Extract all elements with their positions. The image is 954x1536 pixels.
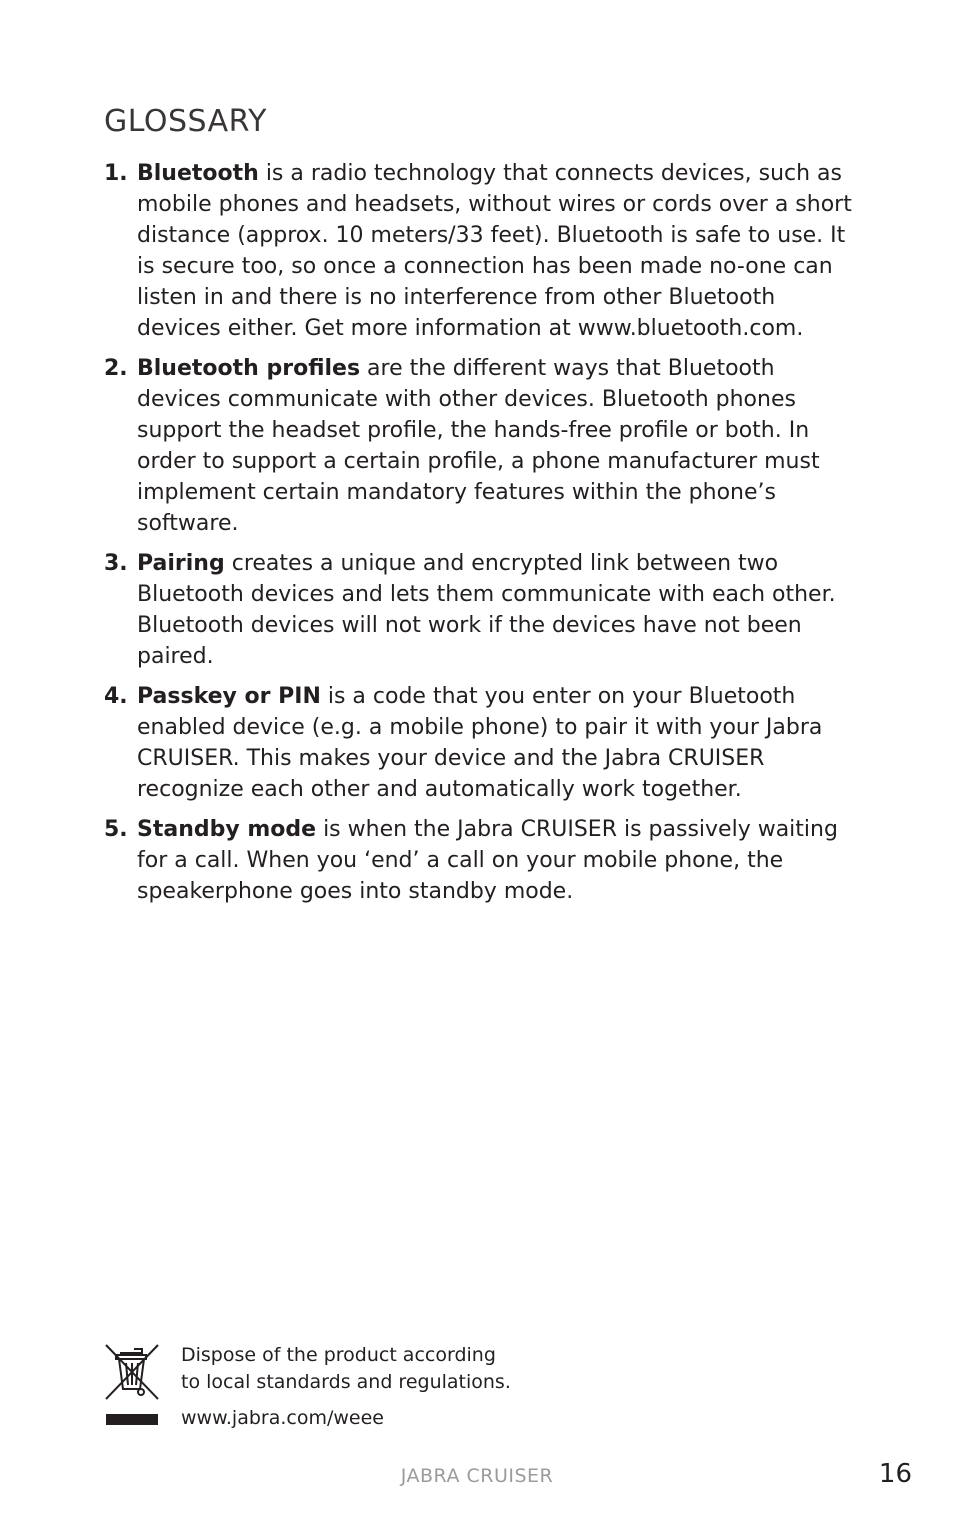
glossary-item bbox=[104, 681, 864, 805]
glossary-term: Bluetooth bbox=[137, 161, 259, 186]
item-number: 4. bbox=[104, 684, 128, 709]
glossary-definition: is when the Jabra CRUISER is passively waiting for a call. When you ‘end’ a call on your mobile phone, the speakerphone goes into standby mode. bbox=[137, 817, 838, 904]
glossary-definition: are the different ways that Bluetooth devices communicate with other devices. Bluetooth phones support the headset profile, the hands-free profile or both. In order to support a certain profile, a phone manufacturer must implement certain mandatory features within the phone’s software. bbox=[137, 356, 820, 536]
glossary-item bbox=[104, 814, 864, 907]
disposal-note bbox=[181, 1342, 511, 1396]
glossary-item bbox=[104, 353, 864, 539]
glossary-definition: is a radio technology that connects devices, such as mobile phones and headsets, without wires or cords over a short distance (approx. 10 meters/33 feet). Bluetooth is safe to use. It is secure too, so once a connection has been made no-one can listen in and there is no interference from other Bluetooth devices either. Get more information at www.bluetooth.com. bbox=[137, 161, 852, 341]
page-number: 16 bbox=[878, 1459, 912, 1489]
glossary-term: Bluetooth profiles bbox=[137, 356, 361, 381]
disposal-line: to local standards and regulations. bbox=[181, 1371, 511, 1393]
item-number: 3. bbox=[104, 551, 128, 576]
glossary-definition: is a code that you enter on your Bluetooth enabled device (e.g. a mobile phone) to pair it with your Jabra CRUISER. This makes your device and the Jabra CRUISER recognize each other and automatically work together. bbox=[137, 684, 823, 802]
item-number: 1. bbox=[104, 161, 128, 186]
glossary-term: Pairing bbox=[137, 551, 225, 576]
glossary-term: Passkey or PIN bbox=[137, 684, 321, 709]
glossary-item bbox=[104, 158, 864, 344]
footer-brand: JABRA CRUISER bbox=[400, 1465, 554, 1487]
glossary-list bbox=[104, 158, 864, 916]
glossary-term: Standby mode bbox=[137, 817, 317, 842]
item-number: 5. bbox=[104, 817, 128, 842]
disposal-line: Dispose of the product according bbox=[181, 1344, 496, 1366]
crossed-out-wheelie-bin-icon bbox=[104, 1343, 160, 1427]
item-number: 2. bbox=[104, 356, 128, 381]
page-title: GLOSSARY bbox=[104, 104, 267, 139]
glossary-definition: creates a unique and encrypted link between two Bluetooth devices and lets them communicate with each other. Bluetooth devices will not work if the devices have not been paired. bbox=[137, 551, 836, 669]
glossary-item bbox=[104, 548, 864, 672]
weee-link[interactable]: www.jabra.com/weee bbox=[181, 1407, 384, 1429]
